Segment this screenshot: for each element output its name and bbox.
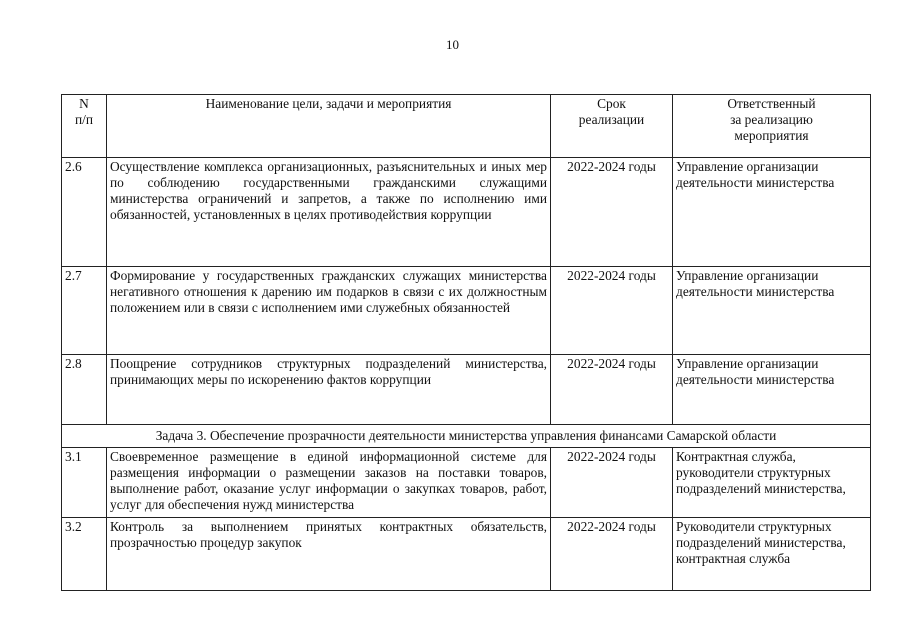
row-responsible: Управление организации деятельности министерства xyxy=(673,158,871,267)
row-responsible: Руководители структурных подразделений министерства, контрактная служба xyxy=(673,518,871,591)
header-term-line2: реализации xyxy=(578,112,645,127)
row-measure-name: Поощрение сотрудников структурных подразделений министерства, принимающих меры по искоренению фактов коррупции xyxy=(107,355,551,425)
task-heading-row xyxy=(62,425,871,448)
header-name-text: Наименование цели, задачи и мероприятия xyxy=(205,96,452,111)
row-responsible: Управление организации деятельности министерства xyxy=(673,267,871,355)
row-responsible: Контрактная служба, руководители структурных подразделений министерства, xyxy=(673,448,871,518)
row-number: 3.2 xyxy=(62,518,107,591)
table-row xyxy=(62,267,871,355)
table-row xyxy=(62,355,871,425)
header-responsible-line3: мероприятия xyxy=(734,128,809,143)
header-number-line1: N xyxy=(79,96,89,111)
row-responsible: Управление организации деятельности министерства xyxy=(673,355,871,425)
page-number: 10 xyxy=(446,37,459,52)
row-term: 2022-2024 годы xyxy=(551,518,673,591)
header-number-line2: п/п xyxy=(74,112,94,127)
table-row xyxy=(62,158,871,267)
row-term: 2022-2024 годы xyxy=(551,267,673,355)
header-term-line1: Срок xyxy=(597,96,626,111)
header-number xyxy=(62,95,107,158)
row-number: 2.6 xyxy=(62,158,107,267)
row-measure-name: Контроль за выполнением принятых контрактных обязательств, прозрачностью процедур закупок xyxy=(107,518,551,591)
measures-table xyxy=(61,94,871,591)
row-measure-name: Своевременное размещение в единой информационной системе для размещения информации о размещении заказов на поставки товаров, выполнение работ, оказание услуг информации о закупках товаров, работ, услуг для обеспечения нужд министерства xyxy=(107,448,551,518)
row-term: 2022-2024 годы xyxy=(551,448,673,518)
header-responsible-line2: за реализацию xyxy=(730,112,813,127)
table-row xyxy=(62,518,871,591)
table-row xyxy=(62,448,871,518)
header-responsible xyxy=(673,95,871,158)
row-number: 3.1 xyxy=(62,448,107,518)
task-3-heading: Задача 3. Обеспечение прозрачности деятельности министерства управления финансами Самарской области xyxy=(62,425,871,448)
row-number: 2.7 xyxy=(62,267,107,355)
row-measure-name: Осуществление комплекса организационных, разъяснительных и иных мер по соблюдению государственными гражданскими служащими министерства ограничений и запретов, а также по исполнению ими обязанностей, установленных в целях противодействия коррупции xyxy=(107,158,551,267)
row-term: 2022-2024 годы xyxy=(551,355,673,425)
header-term xyxy=(551,95,673,158)
row-measure-name: Формирование у государственных гражданских служащих министерства негативного отношения к дарению им подарков в связи с их должностным положением или в связи с исполнением ими служебных обязанностей xyxy=(107,267,551,355)
header-name xyxy=(107,95,551,158)
header-responsible-line1: Ответственный xyxy=(727,96,816,111)
table-header-row xyxy=(62,95,871,158)
row-term: 2022-2024 годы xyxy=(551,158,673,267)
row-number: 2.8 xyxy=(62,355,107,425)
